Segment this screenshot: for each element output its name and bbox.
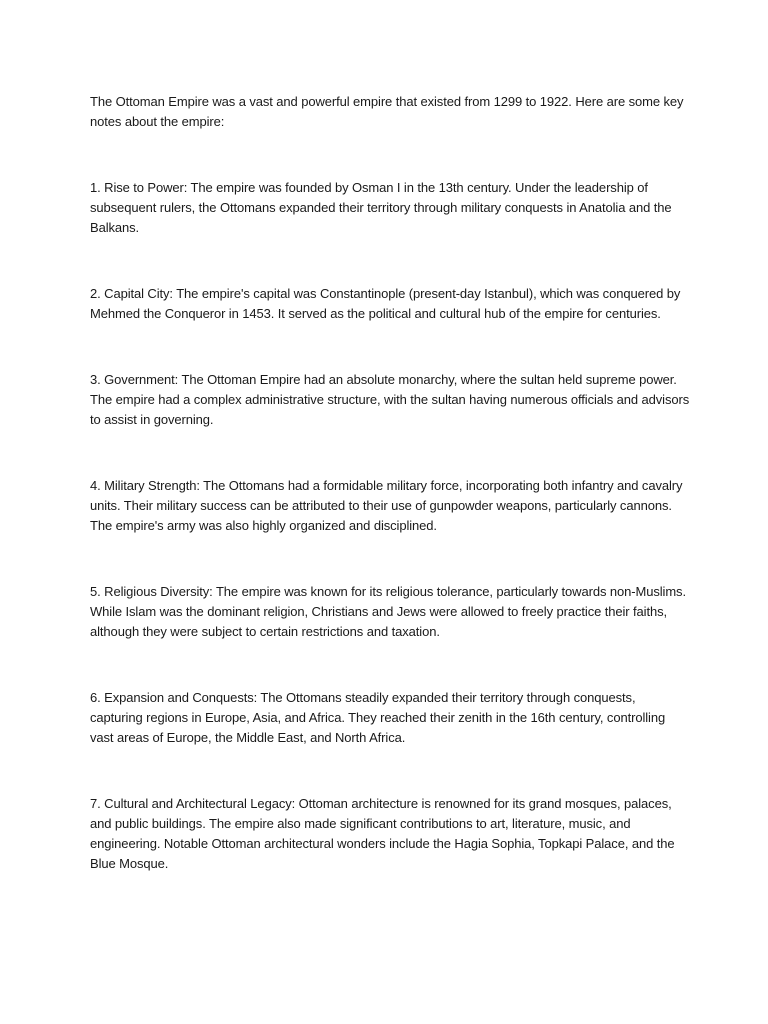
note-rise-to-power: 1. Rise to Power: The empire was founded by Osman I in the 13th century. Under the leadership of subsequent rulers, the Ottomans expanded their territory through military conquests in Anatolia and the Balkans. (90, 180, 672, 235)
note-capital-city: 2. Capital City: The empire's capital was Constantinople (present-day Istanbul), which was conquered by Mehmed the Conqueror in 1453. It served as the political and cultural hub of the empire for centuries. (90, 286, 681, 321)
note-cultural-legacy: 7. Cultural and Architectural Legacy: Ottoman architecture is renowned for its grand mosques, palaces, and public buildings. The empire also made significant contributions to art, literature, music, and engineering. Notable Ottoman architectural wonders include the Hagia Sophia, Topkapi Palace, and the Blue Mosque. (90, 796, 675, 871)
intro-paragraph: The Ottoman Empire was a vast and powerful empire that existed from 1299 to 1922. Here are some key notes about the empire: (90, 94, 684, 129)
note-military-strength: 4. Military Strength: The Ottomans had a formidable military force, incorporating both infantry and cavalry units. Their military success can be attributed to their use of gunpowder weapons, particularly cannons. The empire's army was also highly organized and disciplined. (90, 478, 683, 533)
note-religious-diversity: 5. Religious Diversity: The empire was known for its religious tolerance, particularly towards non-Muslims. While Islam was the dominant religion, Christians and Jews were allowed to freely practice their faiths, although they were subject to certain restrictions and taxation. (90, 584, 686, 639)
note-expansion-conquests: 6. Expansion and Conquests: The Ottomans steadily expanded their territory through conquests, capturing regions in Europe, Asia, and Africa. They reached their zenith in the 16th century, controlling vast areas of Europe, the Middle East, and North Africa. (90, 690, 666, 745)
note-government: 3. Government: The Ottoman Empire had an absolute monarchy, where the sultan held supreme power. The empire had a complex administrative structure, with the sultan having numerous officials and advisors to assist in governing. (90, 372, 690, 427)
